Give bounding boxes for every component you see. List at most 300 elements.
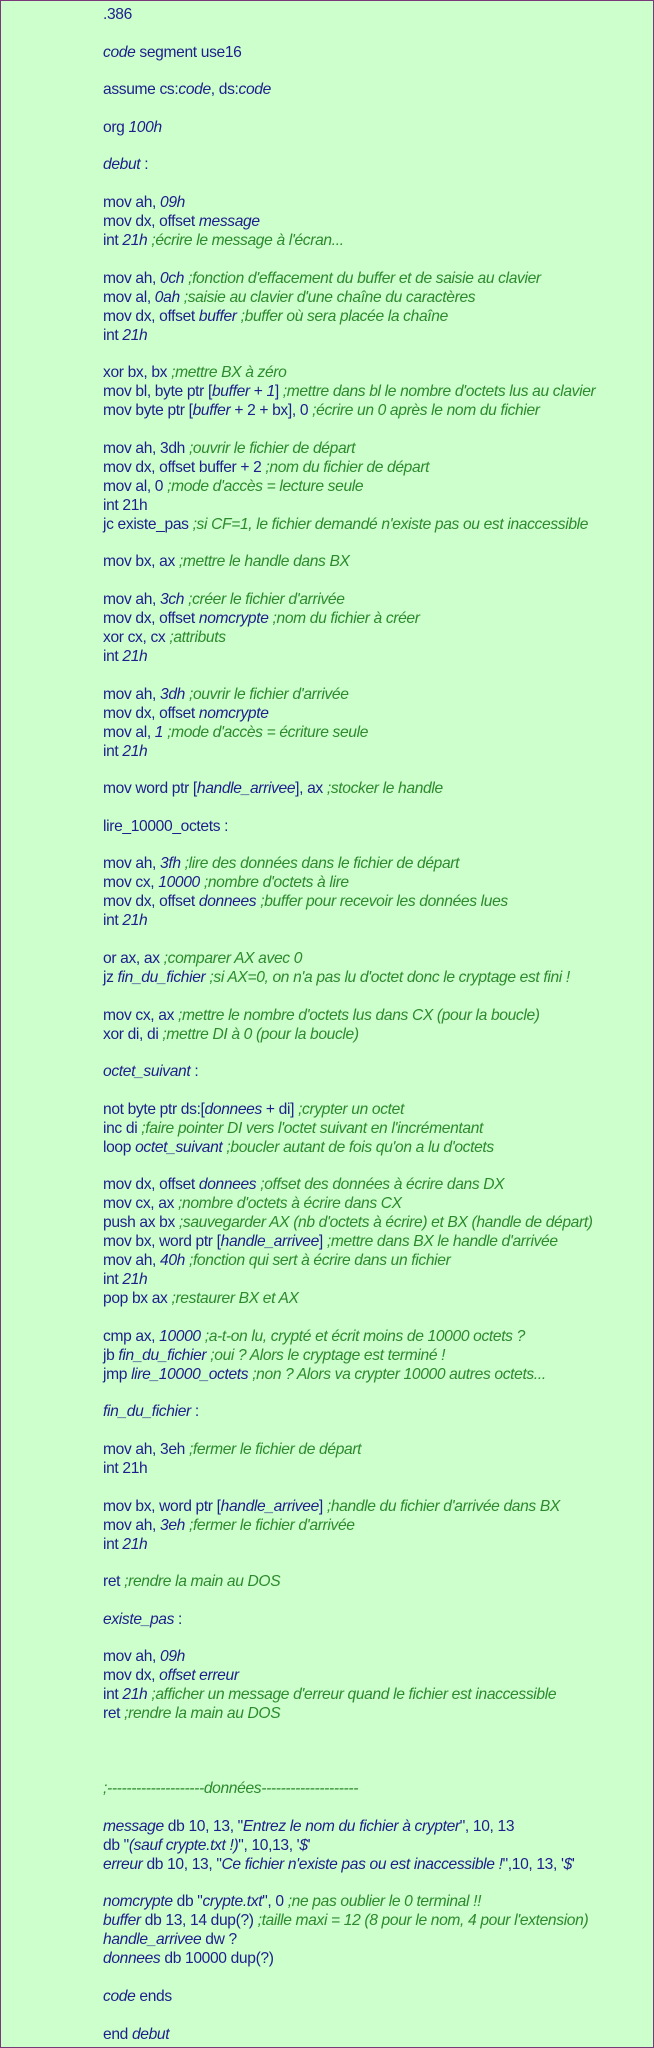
identifier-text: debut xyxy=(103,156,141,174)
code-text: int 21h xyxy=(103,1460,148,1478)
code-text: mov al, 0 xyxy=(103,477,168,495)
identifier-text: debut xyxy=(131,2025,170,2043)
blank-line xyxy=(103,174,653,193)
identifier-text: fin_du_fichier xyxy=(117,968,206,986)
comment-text: ;écrire un 0 après le nom du fichier xyxy=(308,402,540,420)
code-line xyxy=(103,1365,653,1384)
comment-text: ;créer le fichier d'arrivée xyxy=(184,590,345,608)
code-text: ] xyxy=(318,1233,323,1251)
code-text: mov ah, xyxy=(103,1252,161,1270)
code-line xyxy=(103,628,653,647)
identifier-text: handle_arrivee xyxy=(103,1931,202,1949)
blank-line xyxy=(103,987,653,1006)
code-text: push ax bx xyxy=(103,1214,179,1232)
code-text: pop bx ax xyxy=(103,1290,172,1308)
comment-text: ;nombre d'octets à lire xyxy=(199,874,349,892)
identifier-text: 3ch xyxy=(160,590,185,608)
code-line xyxy=(103,1006,653,1025)
blank-line xyxy=(103,99,653,118)
code-text: ret xyxy=(103,1705,125,1723)
code-line xyxy=(103,590,653,609)
blank-line xyxy=(103,930,653,949)
code-line xyxy=(103,212,653,231)
code-line xyxy=(103,1836,653,1855)
identifier-text: nomcrypte xyxy=(103,1893,173,1911)
code-line xyxy=(103,326,653,345)
code-line xyxy=(103,1194,653,1213)
code-line xyxy=(103,1327,653,1346)
code-text: .386 xyxy=(103,6,132,23)
comment-text: ;mettre le nombre d'octets lus dans CX (pour la boucle) xyxy=(178,1006,540,1024)
identifier-text: donnees xyxy=(204,1100,262,1118)
code-line xyxy=(103,231,653,250)
blank-line xyxy=(103,1798,653,1817)
code-text: , ds: xyxy=(210,81,239,99)
code-line xyxy=(103,363,653,382)
code-line xyxy=(103,1402,653,1421)
code-line xyxy=(103,1025,653,1044)
code-line xyxy=(103,269,653,288)
code-line xyxy=(103,1949,653,1968)
comment-text: ;mode d'accès = écriture seule xyxy=(163,723,369,741)
blank-line xyxy=(103,62,653,81)
comment-text: ;écrire le message à l'écran... xyxy=(147,231,344,249)
identifier-text: 1 xyxy=(266,383,275,401)
code-line xyxy=(103,817,653,836)
code-line xyxy=(103,609,653,628)
code-text: int xyxy=(103,231,123,249)
code-line xyxy=(103,1535,653,1554)
blank-line xyxy=(103,1308,653,1327)
identifier-text: Entrez le nom du fichier à crypter xyxy=(242,1817,460,1835)
comment-text: ;afficher un message d'erreur quand le fichier est inaccessible xyxy=(147,1686,557,1704)
code-line xyxy=(103,1251,653,1270)
code-line xyxy=(103,2025,653,2044)
blank-line xyxy=(103,420,653,439)
blank-line xyxy=(103,571,653,590)
blank-line xyxy=(103,250,653,269)
blank-line xyxy=(103,534,653,553)
code-text: int xyxy=(103,326,123,344)
code-line xyxy=(103,1289,653,1308)
code-text: ", 0 xyxy=(262,1893,288,1911)
identifier-text: 100h xyxy=(128,118,162,136)
identifier-text: handle_arrivee xyxy=(220,1497,319,1515)
code-text: mov dx, offset xyxy=(103,307,199,325)
code-line xyxy=(103,1346,653,1365)
identifier-text: offset erreur xyxy=(159,1667,239,1685)
identifier-text: 0ch xyxy=(160,269,185,287)
comment-text: ;handle du fichier d'arrivée dans BX xyxy=(322,1497,560,1515)
code-text: ], ax xyxy=(295,780,327,798)
code-line xyxy=(103,1138,653,1157)
code-text: mov ah, xyxy=(103,685,161,703)
identifier-text: nomcrypte xyxy=(198,704,269,722)
comment-text: ;sauvegarder AX (nb d'octets à écrire) et BX (handle de départ) xyxy=(178,1214,593,1232)
code-line xyxy=(103,854,653,873)
comment-text: ;nom du fichier à créer xyxy=(268,609,420,627)
code-text: mov dx, offset xyxy=(103,704,199,722)
comment-text: ;nom du fichier de départ xyxy=(265,458,430,476)
identifier-text: 21h xyxy=(122,1686,148,1704)
code-text: segment use16 xyxy=(135,43,242,61)
blank-line xyxy=(103,2006,653,2025)
code-line xyxy=(103,1911,653,1930)
code-text: + xyxy=(249,383,267,401)
identifier-text: 21h xyxy=(122,1271,148,1289)
comment-text: ;si CF=1, le fichier demandé n'existe pas ou est inaccessible xyxy=(192,515,589,533)
code-text: mov byte ptr [ xyxy=(103,402,193,420)
identifier-text: message xyxy=(198,212,260,230)
code-line xyxy=(103,1213,653,1232)
code-line xyxy=(103,193,653,212)
code-text: mov ah, xyxy=(103,1516,161,1534)
code-text: loop xyxy=(103,1138,136,1156)
comment-text: ;rendre la main au DOS xyxy=(124,1573,281,1591)
comment-text: ;fonction d'effacement du buffer et de saisie au clavier xyxy=(184,269,541,287)
code-line xyxy=(103,307,653,326)
code-line xyxy=(103,1892,653,1911)
comment-text: ;buffer pour recevoir les données lues xyxy=(256,893,508,911)
code-text: mov bl, byte ptr [ xyxy=(103,383,212,401)
comment-text: ;mettre DI à 0 (pour la boucle) xyxy=(162,1025,359,1043)
blank-line xyxy=(103,1742,653,1761)
comment-text: ;lire des données dans le fichier de départ xyxy=(180,855,460,873)
code-line xyxy=(103,1685,653,1704)
code-line xyxy=(103,892,653,911)
identifier-text: 3dh xyxy=(160,685,185,703)
code-text: inc di xyxy=(103,1119,142,1137)
code-text: db 10, 13, " xyxy=(163,1817,243,1835)
comment-text: ;fermer le fichier d'arrivée xyxy=(184,1516,355,1534)
code-line xyxy=(103,742,653,761)
code-line xyxy=(103,401,653,420)
code-line xyxy=(103,1779,653,1798)
code-text: ends xyxy=(135,1988,172,2005)
code-line xyxy=(103,968,653,987)
code-line xyxy=(103,1666,653,1685)
code-line xyxy=(103,5,653,24)
blank-line xyxy=(103,1157,653,1176)
blank-line xyxy=(103,345,653,364)
code-text: int xyxy=(103,742,123,760)
comment-text: ;ouvrir le fichier de départ xyxy=(188,439,356,457)
blank-line xyxy=(103,1421,653,1440)
identifier-text: 09h xyxy=(160,193,185,211)
code-text: end xyxy=(103,2025,132,2043)
code-text: : xyxy=(190,1403,199,1421)
comment-text: ;fonction qui sert à écrire dans un fichier xyxy=(184,1252,451,1270)
comment-text: ;mettre dans BX le handle d'arrivée xyxy=(322,1233,558,1251)
identifier-text: handle_arrivee xyxy=(196,780,296,798)
blank-line xyxy=(103,1081,653,1100)
identifier-text: $ xyxy=(299,1836,308,1854)
assembly-source-listing xyxy=(103,5,653,2044)
blank-line xyxy=(103,798,653,817)
identifier-text: donnees xyxy=(198,1176,257,1194)
identifier-text: handle_arrivee xyxy=(220,1233,319,1251)
blank-line xyxy=(103,836,653,855)
code-text: mov dx, offset xyxy=(103,893,199,911)
code-text: or ax, ax xyxy=(103,949,164,967)
identifier-text: 10000 xyxy=(159,1327,201,1345)
code-line xyxy=(103,1100,653,1119)
code-line xyxy=(103,382,653,401)
comment-text: ;--------------------données-------------------- xyxy=(103,1780,359,1798)
code-text: + 2 + bx], 0 xyxy=(230,402,309,420)
code-text: jz xyxy=(103,968,118,986)
code-text: mov bx, ax xyxy=(103,553,179,571)
comment-text: ;faire pointer DI vers l'octet suivant en l'incrémentant xyxy=(141,1119,484,1137)
comment-text: ;mode d'accès = lecture seule xyxy=(167,477,364,495)
comment-text: ;mettre le handle dans BX xyxy=(178,553,350,571)
code-text: mov bx, word ptr [ xyxy=(103,1497,221,1515)
code-text: int xyxy=(103,647,123,665)
comment-text: ;ouvrir le fichier d'arrivée xyxy=(184,685,349,703)
code-line xyxy=(103,1987,653,2006)
code-line xyxy=(103,80,653,99)
blank-line xyxy=(103,761,653,780)
code-line xyxy=(103,1232,653,1251)
code-line xyxy=(103,1459,653,1478)
code-text: mov dx, offset buffer + 2 xyxy=(103,458,266,476)
code-line xyxy=(103,552,653,571)
identifier-text: fin_du_fichier xyxy=(103,1403,191,1421)
identifier-text: buffer xyxy=(198,307,237,325)
identifier-text: erreur xyxy=(103,1855,143,1873)
code-text: ' xyxy=(307,1836,311,1854)
code-text: db " xyxy=(172,1893,203,1911)
blank-line xyxy=(103,1723,653,1742)
blank-line xyxy=(103,1629,653,1648)
code-text: db 13, 14 dup(?) xyxy=(140,1912,258,1930)
code-line xyxy=(103,496,653,515)
code-line xyxy=(103,1062,653,1081)
code-text: mov dx, offset xyxy=(103,609,199,627)
code-line xyxy=(103,1175,653,1194)
comment-text: ;oui ? Alors le cryptage est terminé ! xyxy=(206,1346,446,1364)
code-line xyxy=(103,515,653,534)
identifier-text: 1 xyxy=(154,723,164,741)
code-line xyxy=(103,704,653,723)
identifier-text: lire_10000_octets xyxy=(131,1365,249,1383)
blank-line xyxy=(103,666,653,685)
identifier-text: donnees xyxy=(103,1950,161,1968)
code-text: mov ah, xyxy=(103,193,161,211)
code-line xyxy=(103,118,653,137)
code-line xyxy=(103,458,653,477)
comment-text: ;restaurer BX et AX xyxy=(171,1290,299,1308)
code-text: db 10000 dup(?) xyxy=(160,1950,274,1968)
identifier-text: fin_du_fichier xyxy=(118,1346,207,1364)
code-text: ", 10, 13 xyxy=(459,1817,515,1835)
code-text: mov ah, xyxy=(103,590,161,608)
comment-text: ;comparer AX avec 0 xyxy=(163,949,303,967)
code-text: int xyxy=(103,1535,123,1553)
code-text: : xyxy=(174,1610,183,1628)
code-line xyxy=(103,1647,653,1666)
code-line xyxy=(103,1270,653,1289)
comment-text: ;buffer où sera placée la chaîne xyxy=(236,307,448,325)
identifier-text: buffer xyxy=(192,402,231,420)
comment-text: ;mettre BX à zéro xyxy=(171,364,287,382)
code-line xyxy=(103,477,653,496)
code-line xyxy=(103,1930,653,1949)
code-line xyxy=(103,779,653,798)
code-text: xor bx, bx xyxy=(103,364,172,382)
code-text: org xyxy=(103,118,129,136)
comment-text: ;a-t-on lu, crypté et écrit moins de 10000 octets ? xyxy=(200,1327,525,1345)
code-text: mov dx, offset xyxy=(103,212,199,230)
code-text: assume cs: xyxy=(103,81,179,99)
code-line xyxy=(103,723,653,742)
code-text: : xyxy=(190,1063,199,1081)
code-text: + di] xyxy=(261,1100,295,1118)
code-line xyxy=(103,1440,653,1459)
identifier-text: $ xyxy=(563,1855,572,1873)
identifier-text: buffer xyxy=(103,1912,141,1930)
code-line xyxy=(103,1516,653,1535)
identifier-text: code xyxy=(238,81,271,99)
code-line xyxy=(103,43,653,62)
comment-text: ;attributs xyxy=(169,628,226,646)
identifier-text: 21h xyxy=(122,647,148,665)
code-text: mov cx, ax xyxy=(103,1006,179,1024)
code-text: not byte ptr ds:[ xyxy=(103,1100,205,1118)
comment-text: ;boucler autant de fois qu'on a lu d'octets xyxy=(222,1138,494,1156)
code-line xyxy=(103,1572,653,1591)
blank-line xyxy=(103,1761,653,1780)
code-text: cmp ax, xyxy=(103,1327,160,1345)
code-line xyxy=(103,1497,653,1516)
code-text: mov ah, xyxy=(103,269,161,287)
code-text: jmp xyxy=(103,1365,132,1383)
comment-text: ;stocker le handle xyxy=(326,780,443,798)
identifier-text: code xyxy=(178,81,211,99)
identifier-text: 09h xyxy=(160,1648,185,1666)
code-text: lire_10000_octets : xyxy=(103,817,229,835)
code-text: int xyxy=(103,1686,123,1704)
code-text: int 21h xyxy=(103,496,148,514)
code-text: mov ah, 3eh xyxy=(103,1441,189,1459)
code-text: mov bx, word ptr [ xyxy=(103,1233,221,1251)
comment-text: ;crypter un octet xyxy=(294,1100,404,1118)
blank-line xyxy=(103,1968,653,1987)
code-text: ] xyxy=(318,1497,323,1515)
blank-line xyxy=(103,1591,653,1610)
identifier-text: 21h xyxy=(122,326,148,344)
code-text: mov ah, xyxy=(103,1648,161,1666)
code-text: xor di, di xyxy=(103,1025,163,1043)
identifier-text: 21h xyxy=(122,912,148,930)
identifier-text: Ce fichier n'existe pas ou est inaccessible ! xyxy=(221,1855,503,1873)
identifier-text: 21h xyxy=(122,231,148,249)
code-text: xor cx, cx xyxy=(103,628,170,646)
comment-text: ;ne pas oublier le 0 terminal !! xyxy=(287,1893,482,1911)
code-text: : xyxy=(140,156,149,174)
code-line xyxy=(103,1610,653,1629)
blank-line xyxy=(103,1478,653,1497)
code-text: mov word ptr [ xyxy=(103,780,197,798)
code-text: jb xyxy=(103,1346,119,1364)
comment-text: ;fermer le fichier de départ xyxy=(188,1441,362,1459)
code-line xyxy=(103,155,653,174)
code-text: mov dx, offset xyxy=(103,1176,199,1194)
identifier-text: 0ah xyxy=(154,288,180,306)
identifier-text: 3fh xyxy=(160,855,181,873)
code-text: jc existe_pas xyxy=(103,515,193,533)
blank-line xyxy=(103,1384,653,1403)
code-text: ] xyxy=(274,383,279,401)
comment-text: ;si AX=0, on n'a pas lu d'octet donc le cryptage est fini ! xyxy=(205,968,570,986)
code-text: db 10, 13, " xyxy=(142,1855,222,1873)
code-text: int xyxy=(103,912,123,930)
identifier-text: 40h xyxy=(160,1252,185,1270)
blank-line xyxy=(103,1044,653,1063)
code-text: mov dx, xyxy=(103,1667,160,1685)
code-text: db " xyxy=(103,1836,129,1854)
comment-text: ;non ? Alors va crypter 10000 autres octets... xyxy=(248,1365,546,1383)
code-line xyxy=(103,288,653,307)
identifier-text: octet_suivant xyxy=(103,1063,191,1081)
identifier-text: code xyxy=(103,1988,136,2005)
identifier-text: buffer xyxy=(211,383,250,401)
blank-line xyxy=(103,1874,653,1893)
code-text: mov al, xyxy=(103,723,155,741)
comment-text: ;saisie au clavier d'une chaîne du caractères xyxy=(179,288,476,306)
identifier-text: 21h xyxy=(122,742,148,760)
code-text: dw ? xyxy=(201,1931,237,1949)
comment-text: ;mettre dans bl le nombre d'octets lus au clavier xyxy=(278,383,596,401)
code-line xyxy=(103,949,653,968)
comment-text: ;nombre d'octets à écrire dans CX xyxy=(178,1195,402,1213)
identifier-text: existe_pas xyxy=(103,1610,175,1628)
code-line xyxy=(103,1817,653,1836)
code-line xyxy=(103,685,653,704)
blank-line xyxy=(103,24,653,43)
identifier-text: donnees xyxy=(198,893,257,911)
identifier-text: 10000 xyxy=(158,874,200,892)
comment-text: ;offset des données à écrire dans DX xyxy=(256,1176,505,1194)
code-text: ", 10,13, ' xyxy=(238,1836,300,1854)
code-text: mov cx, ax xyxy=(103,1195,179,1213)
code-line xyxy=(103,911,653,930)
code-text: mov al, xyxy=(103,288,155,306)
code-line xyxy=(103,647,653,666)
identifier-text: 21h xyxy=(122,1535,148,1553)
comment-text: ;taille maxi = 12 (8 pour le nom, 4 pour l'extension) xyxy=(257,1912,589,1930)
identifier-text: crypte.txt xyxy=(202,1893,263,1911)
code-line xyxy=(103,873,653,892)
blank-line xyxy=(103,137,653,156)
comment-text: ;rendre la main au DOS xyxy=(124,1705,281,1723)
identifier-text: (sauf crypte.txt !) xyxy=(128,1836,239,1854)
code-text: ' xyxy=(571,1855,575,1873)
code-line xyxy=(103,1704,653,1723)
identifier-text: nomcrypte xyxy=(198,609,269,627)
blank-line xyxy=(103,1554,653,1573)
identifier-text: message xyxy=(103,1817,164,1835)
code-line xyxy=(103,439,653,458)
identifier-text: octet_suivant xyxy=(135,1138,223,1156)
identifier-text: code xyxy=(103,43,136,61)
code-text: ",10, 13, ' xyxy=(502,1855,564,1873)
identifier-text: 3eh xyxy=(160,1516,185,1534)
code-text: mov ah, 3dh xyxy=(103,439,189,457)
code-line xyxy=(103,1119,653,1138)
code-line xyxy=(103,1855,653,1874)
code-text: mov cx, xyxy=(103,874,159,892)
